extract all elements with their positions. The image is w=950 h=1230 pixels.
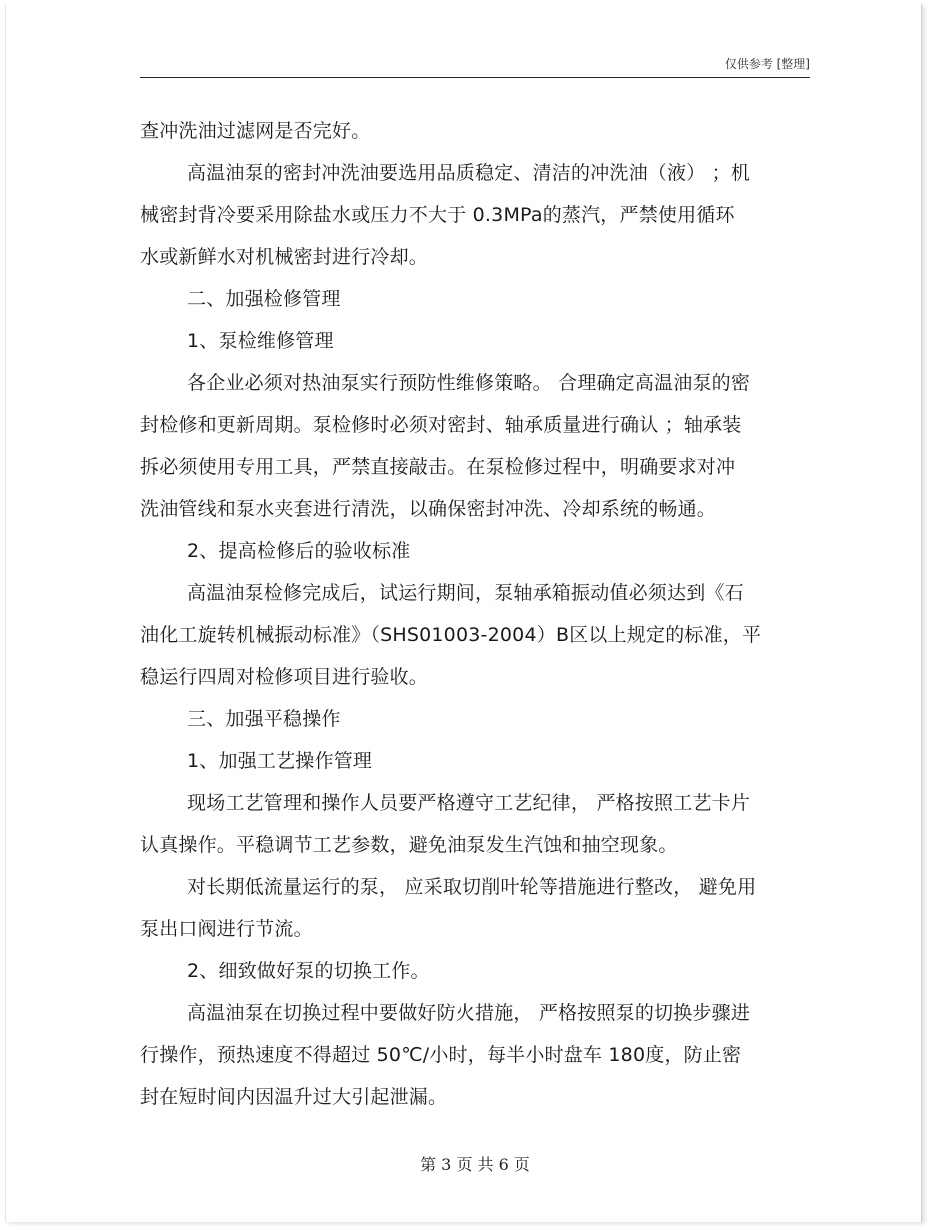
body-line: 油化工旋转机械振动标准》（SHS01003-2004）B区以上规定的标准，平: [140, 624, 762, 646]
section-heading: 三、加强平稳操作: [187, 708, 341, 730]
body-line: 行操作，预热速度不得超过 50℃/小时，每半小时盘车 180度，防止密: [140, 1044, 742, 1066]
body-line: 封在短时间内因温升过大引起泄漏。: [140, 1086, 448, 1108]
body-line: 现场工艺管理和操作人员要严格遵守工艺纪律， 严格按照工艺卡片: [187, 792, 751, 814]
body-line: 稳运行四周对检修项目进行验收。: [140, 666, 429, 688]
body-line: 对长期低流量运行的泵， 应采取切削叶轮等措施进行整改， 避免用: [187, 876, 757, 898]
body-line: 洗油管线和泵水夹套进行清洗，以确保密封冲洗、冷却系统的畅通。: [140, 498, 717, 520]
document-body: [140, 110, 810, 1118]
page-header: 仅供参考 [整理]: [724, 57, 810, 71]
subsection-heading: 2、提高检修后的验收标准: [187, 540, 411, 562]
page-number-footer: 第 3 页 共 6 页: [420, 1155, 530, 1174]
subsection-heading: 1、加强工艺操作管理: [187, 750, 373, 772]
body-line: 高温油泵的密封冲洗油要选用品质稳定、清洁的冲洗油（液） ；机: [187, 162, 751, 184]
body-line: 封检修和更新周期。泵检修时必须对密封、轴承质量进行确认 ；轴承装: [140, 414, 742, 436]
body-line: 各企业必须对热油泵实行预防性维修策略。 合理确定高温油泵的密: [187, 372, 751, 394]
body-line: 高温油泵在切换过程中要做好防火措施， 严格按照泵的切换步骤进: [187, 1002, 751, 1024]
body-line: 水或新鲜水对机械密封进行冷却。: [140, 246, 429, 268]
body-line: 械密封背冷要采用除盐水或压力不大于 0.3MPa的蒸汽，严禁使用循环: [140, 204, 735, 226]
section-heading: 二、加强检修管理: [187, 288, 341, 310]
body-line: 泵出口阀进行节流。: [140, 918, 313, 940]
body-line: 认真操作。平稳调节工艺参数，避免油泵发生汽蚀和抽空现象。: [140, 834, 678, 856]
body-line: 查冲洗油过滤网是否完好。: [140, 120, 371, 142]
header-rule: [140, 77, 810, 78]
body-line: 拆必须使用专用工具，严禁直接敲击。在泵检修过程中，明确要求对冲: [140, 456, 736, 478]
body-line: 高温油泵检修完成后，试运行期间，泵轴承箱振动值必须达到《石: [187, 582, 744, 604]
subsection-heading: 2、细致做好泵的切换工作。: [187, 960, 430, 982]
subsection-heading: 1、泵检维修管理: [187, 330, 334, 352]
